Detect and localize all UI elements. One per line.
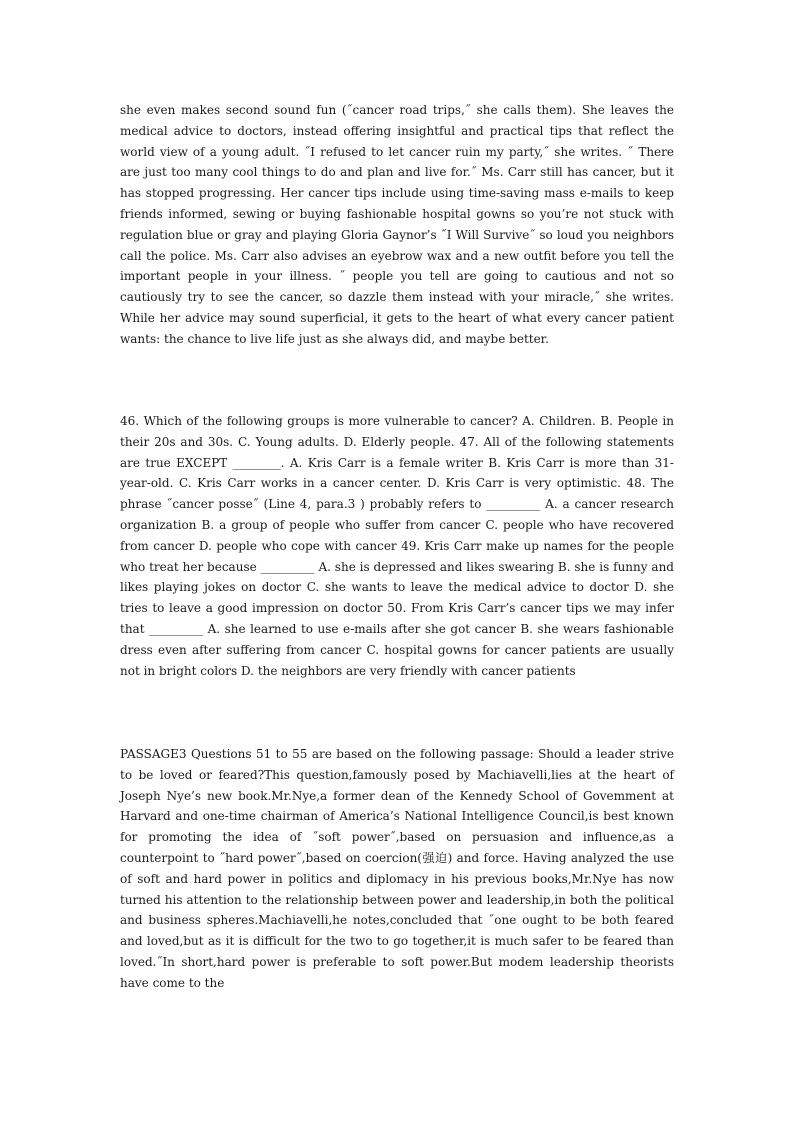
passage-paragraph-cancer-tips: she even makes second sound fun (˝cancer road trips,˝ she calls them). She leaves the medical advice to doctors, instead offering insightful and practical tips that reflect the world view of a young adult. ˝I refused to let cancer ruin my party,˝ she writes. ˝ There are just too many cool things to do and plan and live for.˝ Ms. Carr still has cancer, but it has stopped progressing. Her cancer tips include using time-saving mass e-mails to keep friends informed, sewing or buying fashionable hospital gowns so you’re not stuck with regulation blue or gray and playing Gloria Gaynor’s ˝I Will Survive˝ so loud you neighbors call the police. Ms. Carr also advises an eyebrow wax and a new outfit before you tell the important people in your illness. ˝ people you tell are going to cautious and not so cautiously try to see the cancer, so dazzle them instead with your miracle,˝ she writes. While her advice may sound superficial, it gets to the heart of what every cancer patient wants: the chance to live life just as she always did, and maybe better.: [120, 103, 674, 346]
questions-46-to-50: 46. Which of the following groups is more vulnerable to cancer? A. Children. B. People in their 20s and 30s. C. Young adults. D. Elderly people. 47. All of the following statements are true EXCEPT ________. A. Kris Carr is a female writer B. Kris Carr is more than 31-year-old. C. Kris Carr works in a cancer center. D. Kris Carr is very optimistic. 48. The phrase ˝cancer posse˝ (Line 4, para.3 ) probably refers to _________ A. a cancer research organization B. a group of people who suffer from cancer C. people who have recovered from cancer D. people who cope with cancer 49. Kris Carr make up names for the people who treat her because _________ A. she is depressed and likes swearing B. she is funny and likes playing jokes on doctor C. she wants to leave the medical advice to doctor D. she tries to leave a good impression on doctor 50. From Kris Carr’s cancer tips we may infer that _________ A. she learned to use e-mails after she got cancer B. she wears fashionable dress even after suffering from cancer C. hospital gowns for cancer patients are usually not in bright colors D. the neighbors are very friendly with cancer patients: [120, 414, 674, 678]
passage3-paragraph: PASSAGE3 Questions 51 to 55 are based on the following passage: Should a leader strive to be loved or feared?This question,famously posed by Machiavelli,lies at the heart of Joseph Nye’s new book.Mr.Nye,a former dean of the Kennedy School of Govemment at Harvard and one-time chairman of America’s National Intelligence Council,is best known for promoting the idea of ˝soft power˝,based on persuasion and influence,as a counterpoint to ˝hard power˝,based on coercion(强迫) and force. Having analyzed the use of soft and hard power in politics and diplomacy in his previous books,Mr.Nye has now turned his attention to the relationship between power and leadership,in both the political and business spheres.Machiavelli,he notes,concluded that ˝one ought to be both feared and loved,but as it is difficult for the two to go together,it is much safer to be feared than loved.˝In short,hard power is preferable to soft power.But modem leadership theorists have come to the: [120, 747, 674, 990]
